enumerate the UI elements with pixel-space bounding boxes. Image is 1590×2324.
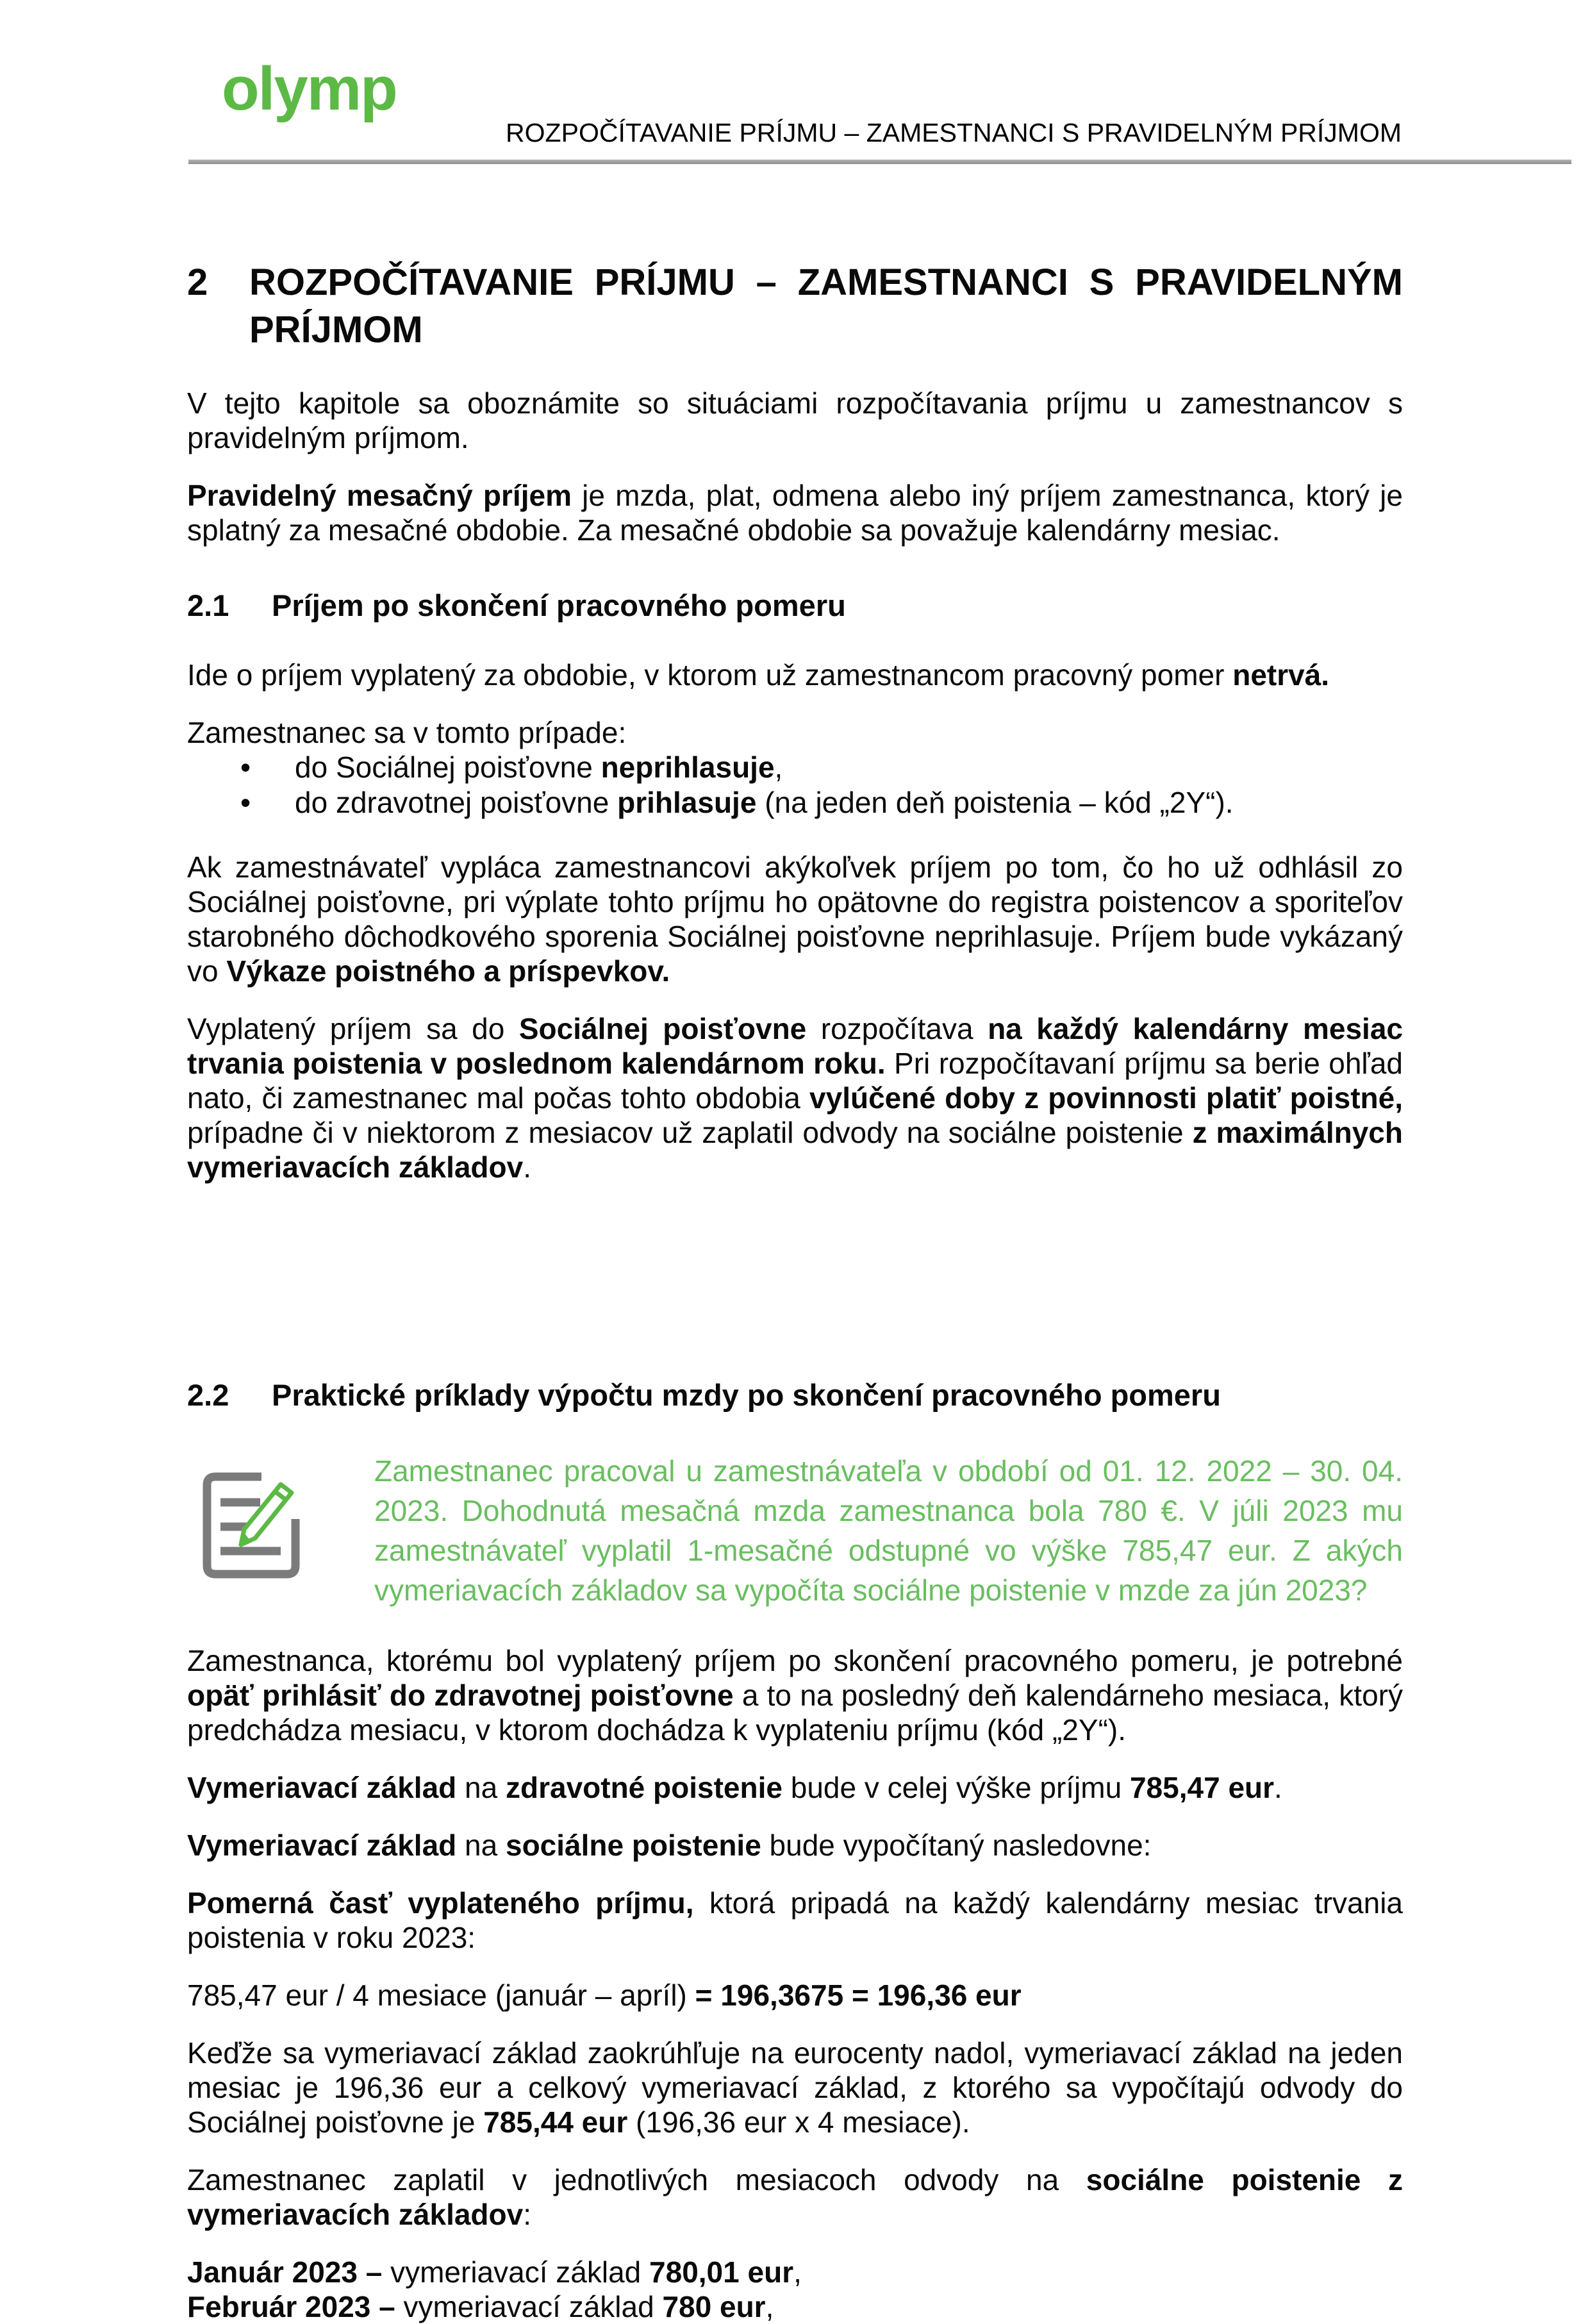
paragraph-proportional-part: Pomerná časť vyplateného príjmu, ktorá pripadá na každý kalendárny mesiac trvania poistenia v roku 2023: (187, 1886, 1403, 1954)
paragraph-social-base: Vymeriavací základ na sociálne poistenie bude vypočítaný nasledovne: (187, 1829, 1152, 1862)
registration-bullet-list (187, 750, 1403, 820)
paragraph-intro: V tejto kapitole sa oboznámite so situáciami rozpočítavania príjmu u zamestnancov s pravidelným príjmom. (187, 386, 1403, 454)
section-heading-2-2 (187, 1377, 1403, 1414)
paragraph-calculation: 785,47 eur / 4 mesiace (január – apríl) = 196,3675 = 196,36 eur (187, 1979, 1022, 2012)
paragraph-income-spread: Vyplatený príjem sa do Sociálnej poisťovne rozpočítava na každý kalendárny mesiac trvania poistenia v poslednom kalendárnom roku. Pri rozpočítavaní príjmu sa berie ohľad nato, či zamestnanec mal počas tohto obdobia vylúčené doby z povinnosti platiť poistné, prípadne či v niektorom z mesiacov už zaplatil odvody na sociálne poistenie z maximálnych vymeriavacích základov. (187, 1012, 1404, 1184)
list-item: • do zdravotnej poisťovne prihlasuje (na jeden deň poistenia – kód „2Y“). (187, 785, 1403, 820)
olymp-logo: olymp (222, 54, 397, 123)
section-number-2-1: 2.1 (187, 588, 229, 622)
paragraph-monthly-contributions: Zamestnanec zaplatil v jednotlivých mesiacoch odvody na sociálne poistenie z vymeriavacích základov: (187, 2163, 1404, 2231)
list-item: • do Sociálnej poisťovne neprihlasuje, (187, 750, 1403, 785)
paragraph-reregister-health: Zamestnanca, ktorému bol vyplatený príjem po skončení pracovného pomeru, je potrebné opäť prihlásiť do zdravotnej poisťovne a to na posledný deň kalendárneho mesiaca, ktorý predchádza mesiacu, v ktorom dochádza k vyplateniu príjmu (kód „2Y“). (187, 1644, 1403, 1747)
chapter-number: 2 (187, 261, 208, 303)
paragraph-income-after-employment: Ide o príjem vyplatený za obdobie, v ktorom už zamestnancom pracovný pomer netrvá. (187, 658, 1330, 692)
header-divider-line (188, 160, 1571, 164)
line-january: Január 2023 – vymeriavací základ 780,01 eur, (187, 2255, 802, 2289)
section-heading-2-1 (187, 587, 1403, 624)
notepad-pencil-icon (187, 1457, 315, 1586)
chapter-heading (187, 259, 1403, 354)
section-title-2-1: Príjem po skončení pracovného pomeru (272, 588, 846, 622)
chapter-title: ROZPOČÍTAVANIE PRÍJMU – ZAMESTNANCI S PRAVIDELNÝM PRÍJMOM (249, 261, 1403, 351)
paragraph-rounding: Keďže sa vymeriavací základ zaokrúhľuje na eurocenty nadol, vymeriavací základ na jeden mesiac je 196,36 eur a celkový vymeriavací základ, z ktorého sa vypočítajú odvody do Sociálnej poisťovne je 785,44 eur (196,36 eur x 4 mesiace). (187, 2036, 1403, 2139)
line-february: Február 2023 – vymeriavací základ 780 eur, (187, 2290, 774, 2323)
section-number-2-2: 2.2 (187, 1378, 229, 1412)
example-block (187, 1451, 1403, 1610)
paragraph-employee-in-case: Zamestnanec sa v tomto prípade: (187, 716, 627, 749)
paragraph-definition: Pravidelný mesačný príjem je mzda, plat, odmena alebo iný príjem zamestnanca, ktorý je splatný za mesačné obdobie. Za mesačné obdobie sa považuje kalendárny mesiac. (187, 479, 1403, 547)
section-title-2-2: Praktické príklady výpočtu mzdy po skončení pracovného pomeru (272, 1378, 1221, 1412)
paragraph-employer-pays: Ak zamestnávateľ vypláca zamestnancovi akýkoľvek príjem po tom, čo ho už odhlásil zo Sociálnej poisťovne, pri výplate tohto príjmu ho opätovne do registra poistencov a sporiteľov starobného dôchodkového sporenia Sociálnej poisťovne neprihlasuje. Príjem bude vykázaný vo Výkaze poistného a príspevkov. (187, 851, 1403, 988)
example-text: Zamestnanec pracoval u zamestnávateľa v období od 01. 12. 2022 – 30. 04. 2023. Dohodnutá mesačná mzda zamestnanca bola 780 €. V júli 2023 mu zamestnávateľ vyplatil 1-mesačné odstupné vo výške 785,47 eur. Z akých vymeriavacích základov sa vypočíta sociálne poistenie v mzde za jún 2023? (374, 1454, 1403, 1607)
running-header-title: ROZPOČÍTAVANIE PRÍJMU – ZAMESTNANCI S PRAVIDELNÝM PRÍJMOM (506, 118, 1402, 147)
paragraph-health-base: Vymeriavací základ na zdravotné poistenie bude v celej výške príjmu 785,47 eur. (187, 1771, 1282, 1804)
document-content (187, 164, 1403, 2324)
